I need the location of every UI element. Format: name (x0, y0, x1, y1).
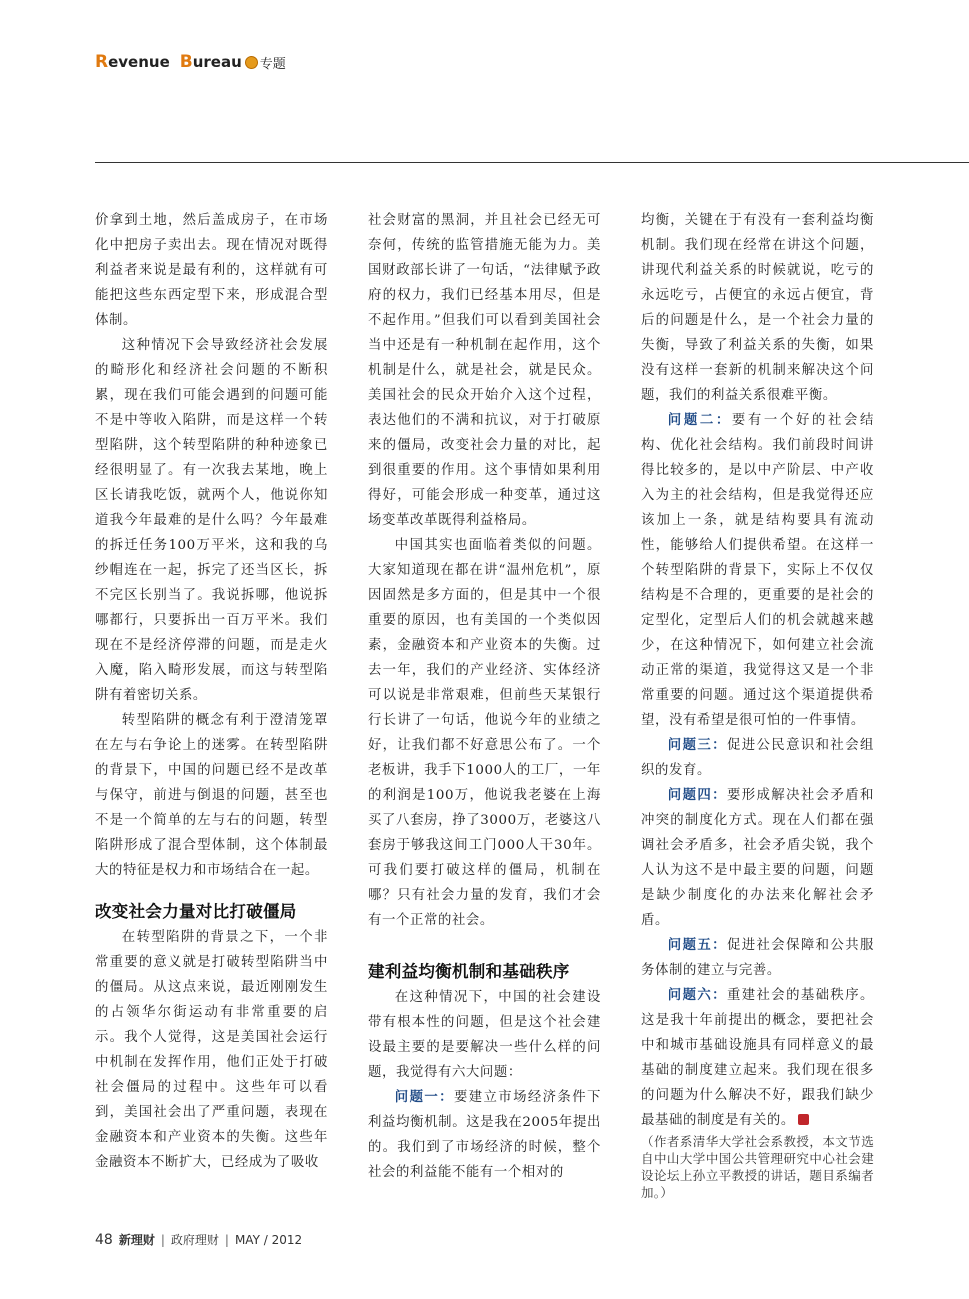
paragraph: 在转型陷阱的背景之下，一个非常重要的意义就是打破转型陷阱当中的僵局。从这点来说，最近刚刚发生的占领华尔街运动有非常重要的启示。我个人觉得，这是美国社会运行中机制在发挥作用，他们正处于打破社会僵局的过程中。这些年可以看到，美国社会出了严重问题，表现在金融资本和产业资本的失衡。这些年金融资本不断扩大，已经成为了吸收 (95, 930, 328, 1170)
article-column-3 (641, 208, 874, 1201)
issue-paragraph-4 (641, 783, 874, 933)
issue-text: 重建社会的基础秩序。这是我十年前提出的概念，要把社会中和城市基础设施具有同样意义的最基础的制度建立起来。我们现在很多的问题为什么解决不好，跟我们缺少最基础的制度是有关的。 (641, 988, 874, 1128)
issue-text: 要形成解决社会矛盾和冲突的制度化方式。现在人们都在强调社会矛盾多，社会矛盾尖锐，我个人认为这不是中最主要的问题，问题是缺少制度化的办法来化解社会矛盾。 (641, 788, 874, 928)
page-footer: 48 新理财 | 政府理财 | MAY / 2012 (95, 1231, 303, 1248)
paragraph: 中国其实也面临着类似的问题。大家知道现在都在讲“温州危机”，原因固然是多方面的，但是其中一个很重要的原因，也有美国的一个类似因素，金融资本和产业资本的失衡。过去一年，我们的产业经济、实体经济可以说是非常艰难，但前些天某银行行长讲了一句话，他说今年的业绩之好，让我们都不好意思公布了。一个老板讲，我手下1000人的工厂，一年的利润是100万，他说我老婆在上海买了八套房，挣了3000万，老婆这八套房于够我这间工门000人干30年。可我们要打破这样的僵局，机制在哪？只有社会力量的发育，我们才会有一个正常的社会。 (368, 538, 601, 928)
issue-text: 要有一个好的社会结构、优化社会结构。我们前段时间讲得比较多的，是以中产阶层、中产收入为主的社会结构，但是我觉得还应该加上一条，就是结构要具有流动性，能够给人们提供希望。在这样一个转型陷阱的背景下，实际上不仅仅结构是不合理的，更重要的是社会的定型化，定型后人们的机会就越来越少，在这种情况下，如何建立社会流动正常的渠道，我觉得这又是一个非常重要的问题。通过这个渠道提供希望，没有希望是很可怕的一件事情。 (641, 413, 874, 728)
issue-text: 促进公民意识和社会组织的发育。 (641, 738, 874, 778)
issue-label: 问题五： (667, 937, 727, 953)
issue-paragraph-3 (641, 733, 874, 783)
topic-label: 专题 (259, 56, 286, 72)
author-note: （作者系清华大学社会系教授，本文节选自中山大学中国公共管理研究中心社会建设论坛上孙立平教授的讲话，题目系编者加。） (641, 1134, 874, 1200)
paragraph: 价拿到土地，然后盖成房子，在市场化中把房子卖出去。现在情况对既得利益者来说是最有利的，这样就有可能把这些东西定型下来，形成混合型体制。 (95, 213, 328, 328)
issue-label: 问题六： (667, 987, 727, 1003)
brand-initial-r: R (95, 52, 109, 72)
article-column-1 (95, 208, 328, 1175)
section-header (95, 52, 286, 72)
brand-initial-b: B (179, 52, 193, 72)
article-column-2 (368, 208, 601, 1185)
paragraph: 均衡，关键在于有没有一套利益均衡机制。我们现在经常在讲这个问题，讲现代利益关系的时候就说，吃亏的永远吃亏，占便宜的永远占便宜，背后的问题是什么，是一个社会力量的失衡，导致了利益关系的失衡，如果没有这样一套新的机制来解决这个问题，我们的利益关系很难平衡。 (641, 213, 874, 403)
subheading: 建利益均衡机制和基础秩序 (368, 962, 570, 981)
issue-paragraph-6 (641, 983, 874, 1133)
brand-word-1: evenue (108, 53, 170, 71)
issue-paragraph-5 (641, 933, 874, 983)
issue-label: 问题二： (667, 412, 732, 428)
issue-text: 促进社会保障和公共服务体制的建立与完善。 (641, 938, 874, 978)
issue-text: 要建立市场经济条件下利益均衡机制。这是我在2005年提出的。我们到了市场经济的时候，整个社会的利益能不能有一个相对的 (368, 1090, 601, 1180)
paragraph: 这种情况下会导致经济社会发展的畸形化和经济社会问题的不断积累，现在我们可能会遇到的问题可能不是中等收入陷阱，而是这样一个转型陷阱，这个转型陷阱的种种迹象已经很明显了。有一次我去某地，晚上区长请我吃饭，就两个人，他说你知道我今年最难的是什么吗？今年最难的拆迁任务100万平米，这和我的乌纱帽连在一起，拆完了还当区长，拆不完区长别当了。我说拆哪，他说拆哪都行，只要拆出一百万平米。我们现在不是经济停滞的问题，而是走火入魔，陷入畸形发展，而这与转型陷阱有着密切关系。 (95, 338, 328, 703)
issue-paragraph-2 (641, 408, 874, 733)
magazine-name: 新理财 (118, 1233, 155, 1247)
brand-logo-icon (245, 56, 258, 69)
header-divider (95, 162, 969, 163)
subheading: 改变社会力量对比打破僵局 (95, 902, 297, 921)
end-mark-icon (798, 1114, 809, 1125)
section-name: 政府理财 (170, 1233, 219, 1247)
issue-label: 问题四： (667, 787, 727, 803)
paragraph: 社会财富的黑洞，并且社会已经无可奈何，传统的监管措施无能为力。美国财政部长讲了一句话，“法律赋予政府的权力，我们已经基本用尽，但是不起作用。”但我们可以看到美国社会当中还是有一种机制在起作用，这个机制是什么，就是社会，就是民众。美国社会的民众开始介入这个过程，表达他们的不满和抗议，对于打破原来的僵局，改变社会力量的对比，起到很重要的作用。这个事情如果利用得好，可能会形成一种变革，通过这场变革改革既得利益格局。 (368, 213, 601, 528)
paragraph: 在这种情况下，中国的社会建设带有根本性的问题，但是这个社会建设最主要的是要解决一些什么样的问题，我觉得有六大问题： (368, 990, 601, 1080)
issue-label: 问题一： (394, 1089, 454, 1105)
page-number: 48 (95, 1231, 113, 1248)
issue-label: 问题三： (667, 737, 727, 753)
paragraph: 转型陷阱的概念有利于澄清笼罩在左与右争论上的迷雾。在转型陷阱的背景下，中国的问题已经不是改革与保守，前进与倒退的问题，甚至也不是一个简单的左与右的问题，转型陷阱形成了混合型体制，这个体制最大的特征是权力和市场结合在一起。 (95, 713, 328, 878)
issue-date: MAY / 2012 (234, 1232, 303, 1247)
issue-paragraph-1 (368, 1085, 601, 1185)
brand-word-2: ureau (192, 53, 242, 71)
